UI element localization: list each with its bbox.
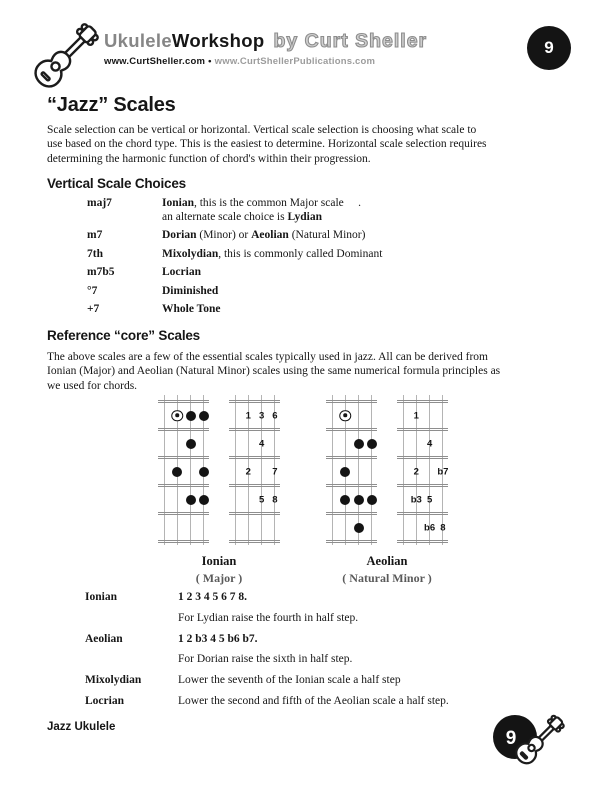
fret-line <box>158 456 209 459</box>
chord-type-label: m7b5 <box>87 266 115 278</box>
scale-formula-text: For Dorian raise the sixth in half step. <box>178 653 353 666</box>
text-line: The above scales are a few of the essential scales typically used in jazz. All can be derived from <box>47 351 488 363</box>
fret-line <box>397 400 448 403</box>
vertical-scale-choices-table <box>87 197 577 322</box>
note-dot <box>186 411 196 421</box>
page-title: “Jazz” Scales <box>47 94 176 116</box>
string-line <box>371 395 372 545</box>
text-line <box>162 266 201 280</box>
scale-term-label: Locrian <box>85 694 124 707</box>
scale-degree-label: 2 <box>413 466 419 477</box>
fret-line <box>158 512 209 515</box>
scale-formula-text: 1 2 b3 4 5 b6 b7. <box>178 632 258 645</box>
definition-row <box>85 673 565 687</box>
fret-line <box>397 484 448 487</box>
scale-degree-label: 8 <box>272 494 278 505</box>
scale-degree-label: b3 <box>410 494 422 505</box>
fretboard-diagram <box>326 395 448 586</box>
fret-line <box>326 400 377 403</box>
fret-line <box>326 456 377 459</box>
scale-formula-text: 1 2 3 4 5 6 7 8. <box>178 591 247 603</box>
fretboard-diagram <box>158 395 280 586</box>
chord-type-label: 7th <box>87 247 103 260</box>
text-run: , this is commonly called Dominant <box>218 247 383 260</box>
scale-choice-row <box>87 248 577 262</box>
intro-paragraph <box>47 123 573 166</box>
fret-line <box>229 428 280 431</box>
note-dot <box>354 523 364 533</box>
note-dot <box>186 495 196 505</box>
definition-row <box>85 590 565 604</box>
brand-byline: by Curt Sheller <box>273 30 428 52</box>
text-line <box>162 285 218 299</box>
scale-description <box>162 285 218 299</box>
note-dot <box>354 495 364 505</box>
text-run: Locrian <box>162 266 201 278</box>
footer-book-title: Jazz Ukulele <box>47 721 116 733</box>
brand-word-workshop: Workshop <box>171 30 265 51</box>
scale-degree-label: 5 <box>258 494 265 505</box>
bullet-separator: • <box>208 56 212 67</box>
scale-description <box>162 248 382 262</box>
definition-row <box>85 632 565 646</box>
text-line: use based on the chord type. This is the easiest to determine. Horizontal scale selection requires <box>47 138 487 151</box>
brand-word-ukulele: Ukulele <box>104 30 172 51</box>
scale-degree-label: 8 <box>440 522 446 533</box>
fret-line <box>158 400 209 403</box>
text-run: Ionian <box>162 197 194 209</box>
scale-choice-row <box>87 197 577 224</box>
text-run: an alternate scale choice is <box>162 210 288 223</box>
note-dot <box>367 495 377 505</box>
definition-row <box>85 611 565 625</box>
string-line <box>332 395 333 545</box>
scale-term-label <box>85 611 178 625</box>
scale-term-label: Ionian <box>85 591 117 603</box>
scale-formula-text: Lower the second and fifth of the Aeolian scale a half step. <box>178 694 449 707</box>
fret-line <box>158 428 209 431</box>
scale-description <box>162 229 365 243</box>
fret-line <box>326 428 377 431</box>
scale-formula-text: Lower the seventh of the Ionian scale a half step <box>178 674 401 687</box>
note-dot <box>199 495 209 505</box>
scale-degree-label: 4 <box>426 438 433 449</box>
scale-degree-label: b7 <box>437 466 449 477</box>
fretboard-dots-grid <box>326 395 377 545</box>
footer-page-badge <box>488 706 588 774</box>
fret-line <box>229 540 280 543</box>
text-line <box>162 248 382 262</box>
fret-line <box>397 428 448 431</box>
chord-type-label: maj7 <box>87 197 112 209</box>
fret-line <box>326 540 377 543</box>
scale-degree-label: 6 <box>272 410 278 421</box>
scale-term-label: Aeolian <box>85 632 123 645</box>
page-number-badge: 9 <box>527 26 571 70</box>
note-dot <box>354 439 364 449</box>
scale-degree-label: 4 <box>258 438 265 449</box>
brand-title <box>104 30 427 53</box>
diagram-title: Ionian <box>201 554 237 568</box>
note-dot <box>199 467 209 477</box>
fretboard-numbers-grid <box>229 395 280 545</box>
diagram-grids <box>158 395 280 545</box>
string-line <box>403 395 404 545</box>
note-dot <box>340 467 350 477</box>
text-line <box>162 303 220 317</box>
text-run: (Natural Minor) <box>288 229 366 241</box>
diagram-subtitle: ( Natural Minor ) <box>342 571 432 585</box>
url-curtsheller: www.CurtSheller.com <box>104 56 206 67</box>
note-dot <box>367 439 377 449</box>
footer-page-number: 9 <box>505 728 517 749</box>
root-note-marker <box>340 410 352 422</box>
scale-degree-label: 1 <box>413 410 419 421</box>
chord-type-label: +7 <box>87 303 100 315</box>
chord-type-label: m7 <box>87 229 103 241</box>
text-line <box>162 229 365 243</box>
scale-choice-row <box>87 285 577 299</box>
section-heading-reference-core-scales: Reference “core” Scales <box>47 328 200 343</box>
fretboard-numbers-grid <box>397 395 448 545</box>
fretboard-dots-grid <box>158 395 209 545</box>
text-line: determining the harmonic function of chord's within their progression. <box>47 152 371 165</box>
note-dot <box>199 411 209 421</box>
chord-type-label: °7 <box>87 284 98 297</box>
brand-urls <box>104 56 427 67</box>
scale-degree-label: b6 <box>424 522 436 533</box>
scale-formula-table <box>85 590 565 715</box>
scale-choice-row <box>87 266 577 280</box>
text-run: , this is the common Major scale . <box>193 197 362 209</box>
fretboard-diagrams <box>0 395 612 590</box>
scale-choice-row <box>87 229 577 243</box>
url-curtsheller-publications: www.CurtShellerPublications.com <box>214 56 376 67</box>
scale-term-label: Mixolydian <box>85 674 142 687</box>
fret-line <box>397 540 448 543</box>
section-heading-vertical-scale-choices: Vertical Scale Choices <box>47 176 186 191</box>
definition-row <box>85 652 565 666</box>
fret-line <box>397 456 448 459</box>
note-dot <box>186 439 196 449</box>
text-run: Whole Tone <box>162 303 221 315</box>
scale-description <box>162 197 361 224</box>
scale-degree-label: 7 <box>272 466 278 477</box>
fret-line <box>397 512 448 515</box>
scale-degree-label: 2 <box>245 466 251 477</box>
diagram-title: Aeolian <box>366 554 408 568</box>
ukulele-logo-icon <box>26 16 104 98</box>
fret-line <box>158 484 209 487</box>
text-line <box>162 197 361 211</box>
fret-line <box>229 456 280 459</box>
text-line: we used for chords. <box>47 379 138 392</box>
text-run: Aeolian <box>251 229 289 241</box>
note-dot <box>172 467 182 477</box>
scale-description <box>162 266 201 280</box>
text-line <box>162 211 361 225</box>
reference-paragraph <box>47 350 573 393</box>
fret-line <box>229 484 280 487</box>
scale-degree-label: 3 <box>258 410 265 421</box>
text-run: Lydian <box>287 210 323 223</box>
fret-line <box>326 512 377 515</box>
scale-description <box>162 303 220 317</box>
fret-line <box>229 512 280 515</box>
fret-line <box>326 484 377 487</box>
scale-degree-label: 1 <box>245 410 251 421</box>
text-run: Diminished <box>162 284 219 297</box>
scale-degree-label: 5 <box>426 494 433 505</box>
diagram-subtitle: ( Major ) <box>195 571 243 585</box>
text-run: Dorian <box>162 229 197 241</box>
diagram-grids <box>326 395 448 545</box>
note-dot <box>340 495 350 505</box>
fret-line <box>158 540 209 543</box>
root-note-marker <box>172 410 184 422</box>
scale-term-label <box>85 652 178 666</box>
scale-choice-row <box>87 303 577 317</box>
text-line: Scale selection can be vertical or horizontal. Vertical scale selection is choosing what scale to <box>47 124 477 136</box>
scale-formula-text: For Lydian raise the fourth in half step. <box>178 611 359 624</box>
text-line: Ionian (Major) and Aeolian (Natural Minor) scales using the same numerical formula principles as <box>47 365 501 378</box>
fret-line <box>229 400 280 403</box>
text-run: (Minor) or <box>196 229 252 241</box>
text-run: Mixolydian <box>162 247 219 260</box>
string-line <box>235 395 236 545</box>
string-line <box>164 395 165 545</box>
brand-block <box>104 30 427 67</box>
